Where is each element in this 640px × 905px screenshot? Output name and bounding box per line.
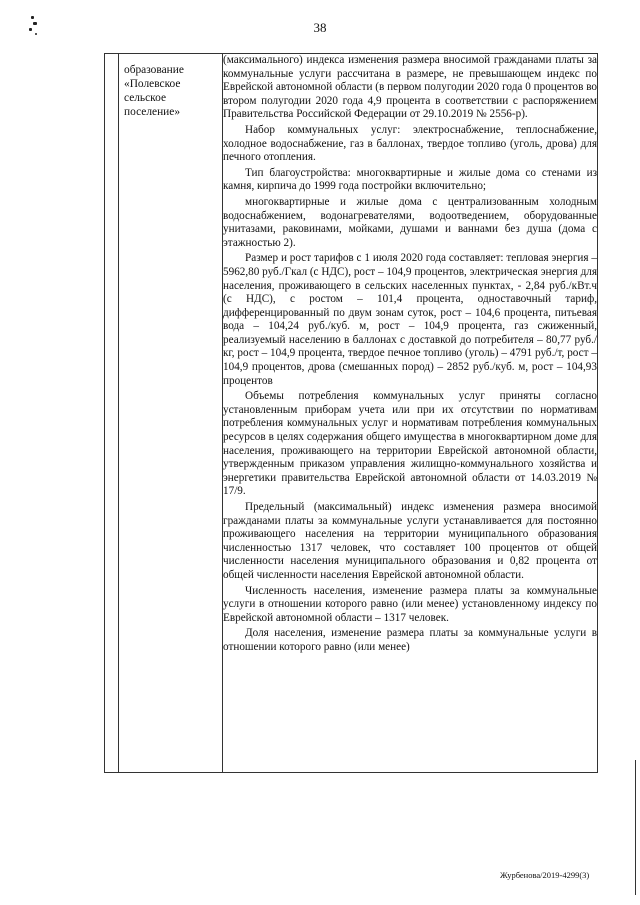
paragraph: многоквартирные и жилые дома с централизованным холодным водоснабжением, водонагревателями, водоотведением, оборудованные унитазами, раковинами, мойками, душами и ваннами без душа (дома с этажностью 2). <box>223 195 597 249</box>
paragraph: Тип благоустройства: многоквартирные и жилые дома со стенами из камня, кирпича до 1999 года постройки включительно; <box>223 166 597 193</box>
page-number: 38 <box>313 20 327 35</box>
table-row <box>105 54 598 773</box>
scan-edge-line <box>635 760 636 895</box>
paragraph: (максимального) индекса изменения размера вносимой гражданами платы за коммунальные услуги рассчитана в размере, не превышающем индекс по Еврейской автономной области (в первом полугодии 2020 года 0 процентов во втором полугодии 2020 года 4,9 процента в соответствии с распоряжением Правительства Российской Федерации от 29.10.2019 № 2556-р). <box>223 54 597 121</box>
paragraph: Доля населения, изменение размера платы за коммунальные услуги в отношении которого равно (или менее) <box>223 627 597 653</box>
paragraph: Размер и рост тарифов с 1 июля 2020 года составляет: тепловая энергия – 5962,80 руб./Гкал (с НДС), рост – 104,9 процентов, электрическая энергия для населения, проживающего в сельских населенных пунктах, - 2,84 руб./кВт.ч (с НДС), с ростом – 101,4 процента, одноставочный тариф, дифференцированный по двум зонам суток, рост – 104,6 процента, питьевая вода – 104,24 руб./куб. м, рост – 104,9 процента, газ сжиженный, реализуемый населению в баллонах с доставкой до потребителя – 80,77 руб./кг, рост – 104,9 процента, твердое печное топливо (уголь) – 4791 руб./т, рост – 104,9 процентов, дрова (смешанных пород) – 2852 руб./куб. м, рост – 104,93 процентов <box>223 252 597 387</box>
paragraph: Набор коммунальных услуг: электроснабжение, теплоснабжение, холодное водоснабжение, газ в баллонах, твердое топливо (уголь, дрова) для печного отопления. <box>223 123 597 164</box>
scan-artifact-mark <box>28 16 40 46</box>
document-code: Журбенова/2019-4299(3) <box>500 870 590 880</box>
paragraph: Численность населения, изменение размера платы за коммунальные услуги в отношении которого равно (или менее) установленному индексу по Еврейской автономной области – 1317 человек. <box>223 584 597 624</box>
subject-text: образование «Полевское сельское поселение» <box>124 64 184 118</box>
table-cell-empty <box>105 54 119 773</box>
table-cell-description <box>223 54 598 773</box>
paragraph: Предельный (максимальный) индекс изменения размера вносимой гражданами платы за коммунальные услуги устанавливается для постоянно проживающего населения на территории муниципального образования численностью 1317 человек, что составляет 100 процентов от общей численности населения муниципального образования и 0,82 процента от общей численности населения Еврейской автономной области. <box>223 501 597 581</box>
table-cell-subject <box>119 54 223 773</box>
document-table <box>104 53 598 773</box>
paragraph: Объемы потребления коммунальных услуг приняты согласно установленным приборам учета или при их отсутствии по нормативам потребления коммунальных услуг и нормативам потребления коммунальных ресурсов в целях содержания общего имущества в многоквартирном доме для населения, проживающего на территории Еврейской автономной области, утвержденным приказом управления жилищно-коммунального хозяйства и энергетики правительства Еврейской автономной области от 14.03.2019 № 17/9. <box>223 390 597 498</box>
